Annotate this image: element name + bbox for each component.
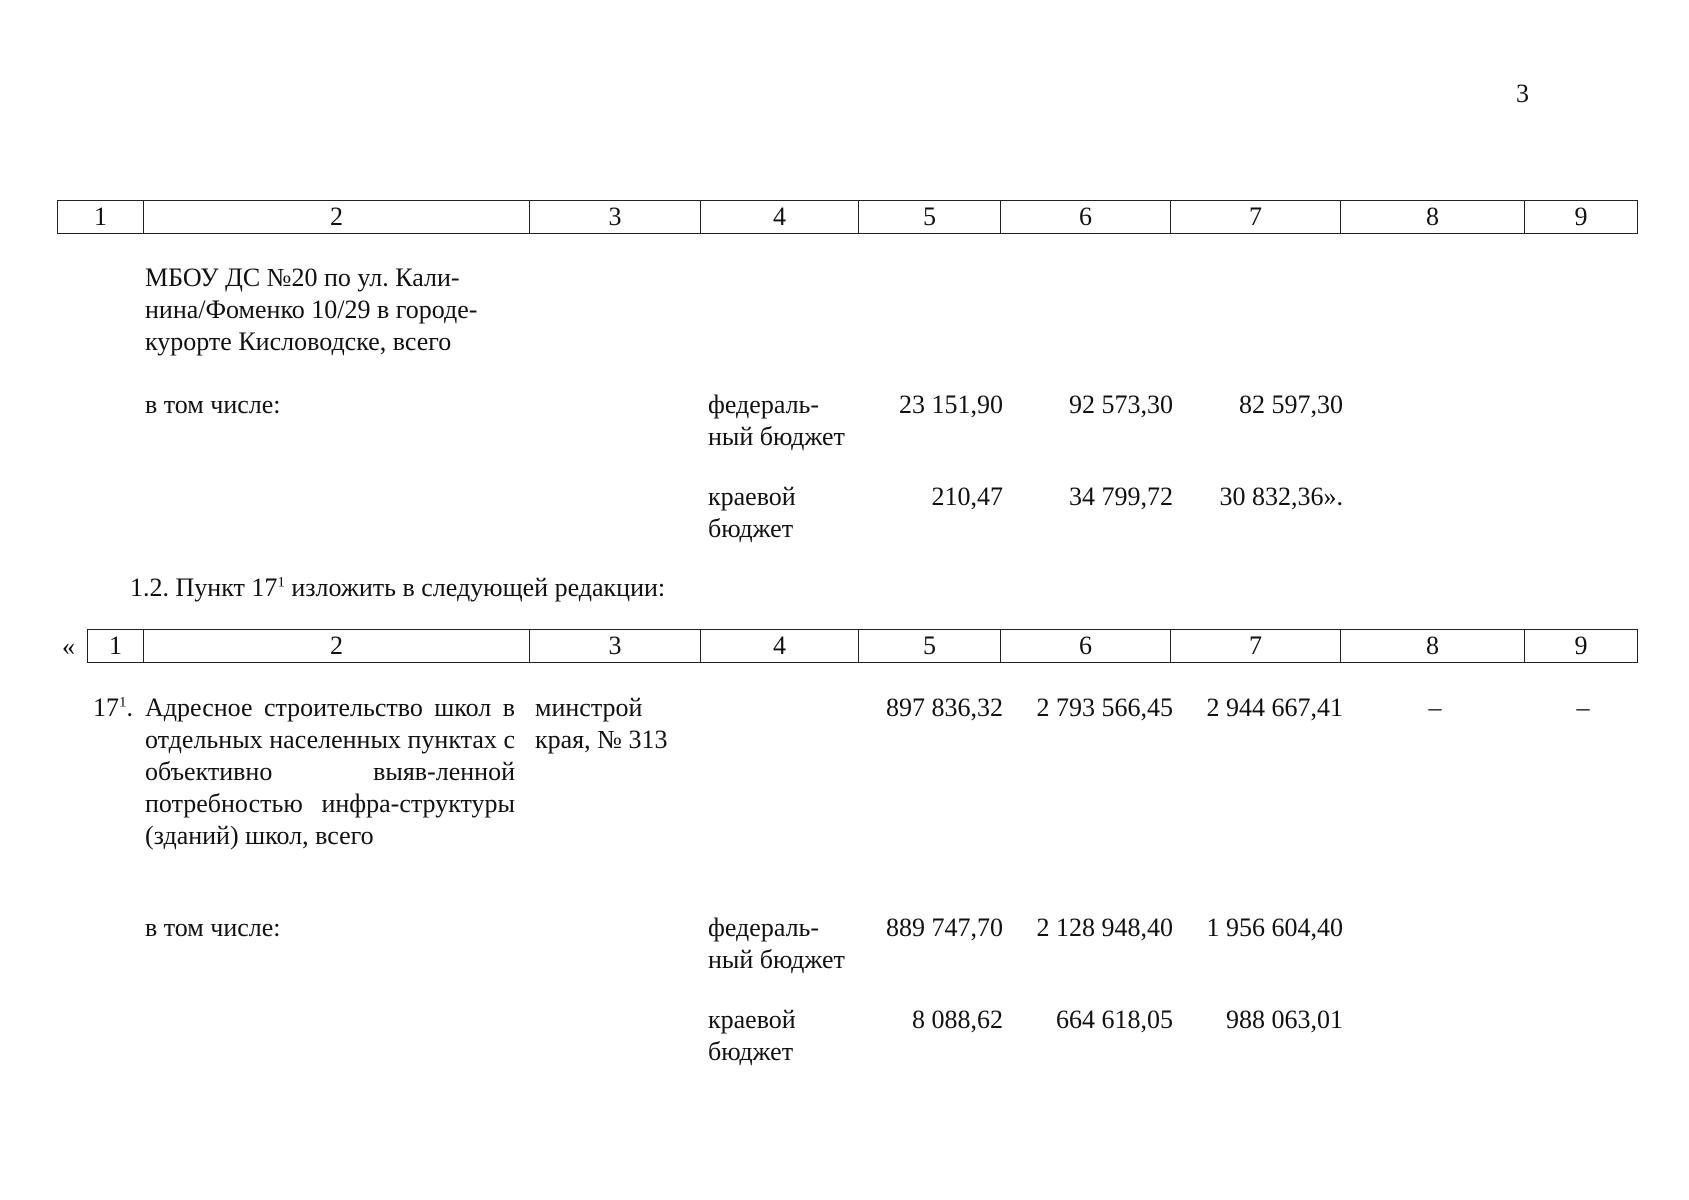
column-number: 7 <box>1171 201 1341 234</box>
block2-regional-col7: 988 063,01 <box>1226 1005 1343 1034</box>
item-number-main: 17 <box>93 693 119 722</box>
column-number: 7 <box>1171 630 1341 663</box>
opening-quote-mark: « <box>62 632 75 661</box>
column-number: 2 <box>144 201 530 234</box>
column-number: 8 <box>1341 201 1525 234</box>
block1-federal-col5: 23 151,90 <box>899 390 1003 419</box>
block1-federal-col6: 92 573,30 <box>1069 390 1173 419</box>
block2-executor: минстрой края, № 313 <box>535 693 668 754</box>
column-number: 9 <box>1525 201 1638 234</box>
block1-title: МБОУ ДС №20 по ул. Кали- нина/Фоменко 10/29 в городе- курорте Кисловодске, всего <box>145 263 478 356</box>
column-header-table-2 <box>87 629 1638 663</box>
block1-regional-col6: 34 799,72 <box>1069 482 1173 511</box>
block2-total-col5: 897 836,32 <box>886 693 1003 722</box>
column-number: 2 <box>144 630 530 663</box>
block2-total-col7: 2 944 667,41 <box>1206 693 1343 722</box>
block2-federal-col7: 1 956 604,40 <box>1206 913 1343 942</box>
column-number: 1 <box>88 630 144 663</box>
block1-federal-label: федераль- ный бюджет <box>708 390 845 451</box>
column-number: 3 <box>530 630 701 663</box>
column-number: 9 <box>1525 630 1638 663</box>
column-number: 3 <box>530 201 701 234</box>
column-number: 5 <box>859 201 1001 234</box>
paragraph-1-2 <box>130 572 665 604</box>
block2-federal-col5: 889 747,70 <box>886 913 1003 942</box>
block1-federal-col7: 82 597,30 <box>1239 390 1343 419</box>
block2-title: Адресное строительство школ в отдельных населенных пунктах с объективно выяв-ленной потребностью инфра-структуры (зданий) школ, всего <box>145 693 515 850</box>
block2-regional-col6: 664 618,05 <box>1056 1005 1173 1034</box>
paragraph-prefix: 1.2. Пункт 17 <box>130 573 278 602</box>
paragraph-suffix: изложить в следующей редакции: <box>284 573 666 602</box>
column-number: 6 <box>1001 201 1171 234</box>
block1-regional-col7: 30 832,36». <box>1219 482 1343 511</box>
block2-total-col6: 2 793 566,45 <box>1036 693 1173 722</box>
block2-in-that-number: в том числе: <box>145 913 281 942</box>
item-number-superscript: 1 <box>119 694 127 711</box>
paragraph-superscript: 1 <box>277 574 285 591</box>
column-number: 4 <box>701 201 859 234</box>
column-number: 4 <box>701 630 859 663</box>
page-number: 3 <box>1516 79 1529 108</box>
block2-regional-label: краевой бюджет <box>708 1005 796 1066</box>
block2-col9-dash: – <box>1576 693 1590 722</box>
column-header-table-1 <box>57 200 1638 234</box>
block1-in-that-number: в том числе: <box>145 390 281 419</box>
block2-col8-dash: – <box>1428 693 1442 722</box>
column-number: 5 <box>859 630 1001 663</box>
block1-regional-col5: 210,47 <box>931 482 1003 511</box>
column-number: 8 <box>1341 630 1525 663</box>
block1-regional-label: краевой бюджет <box>708 482 796 543</box>
column-number: 1 <box>58 201 144 234</box>
item-number-dot: . <box>126 693 133 722</box>
column-number: 6 <box>1001 630 1171 663</box>
block2-federal-label: федераль- ный бюджет <box>708 913 845 974</box>
block2-regional-col5: 8 088,62 <box>912 1005 1003 1034</box>
block2-federal-col6: 2 128 948,40 <box>1036 913 1173 942</box>
item-number <box>93 692 133 724</box>
